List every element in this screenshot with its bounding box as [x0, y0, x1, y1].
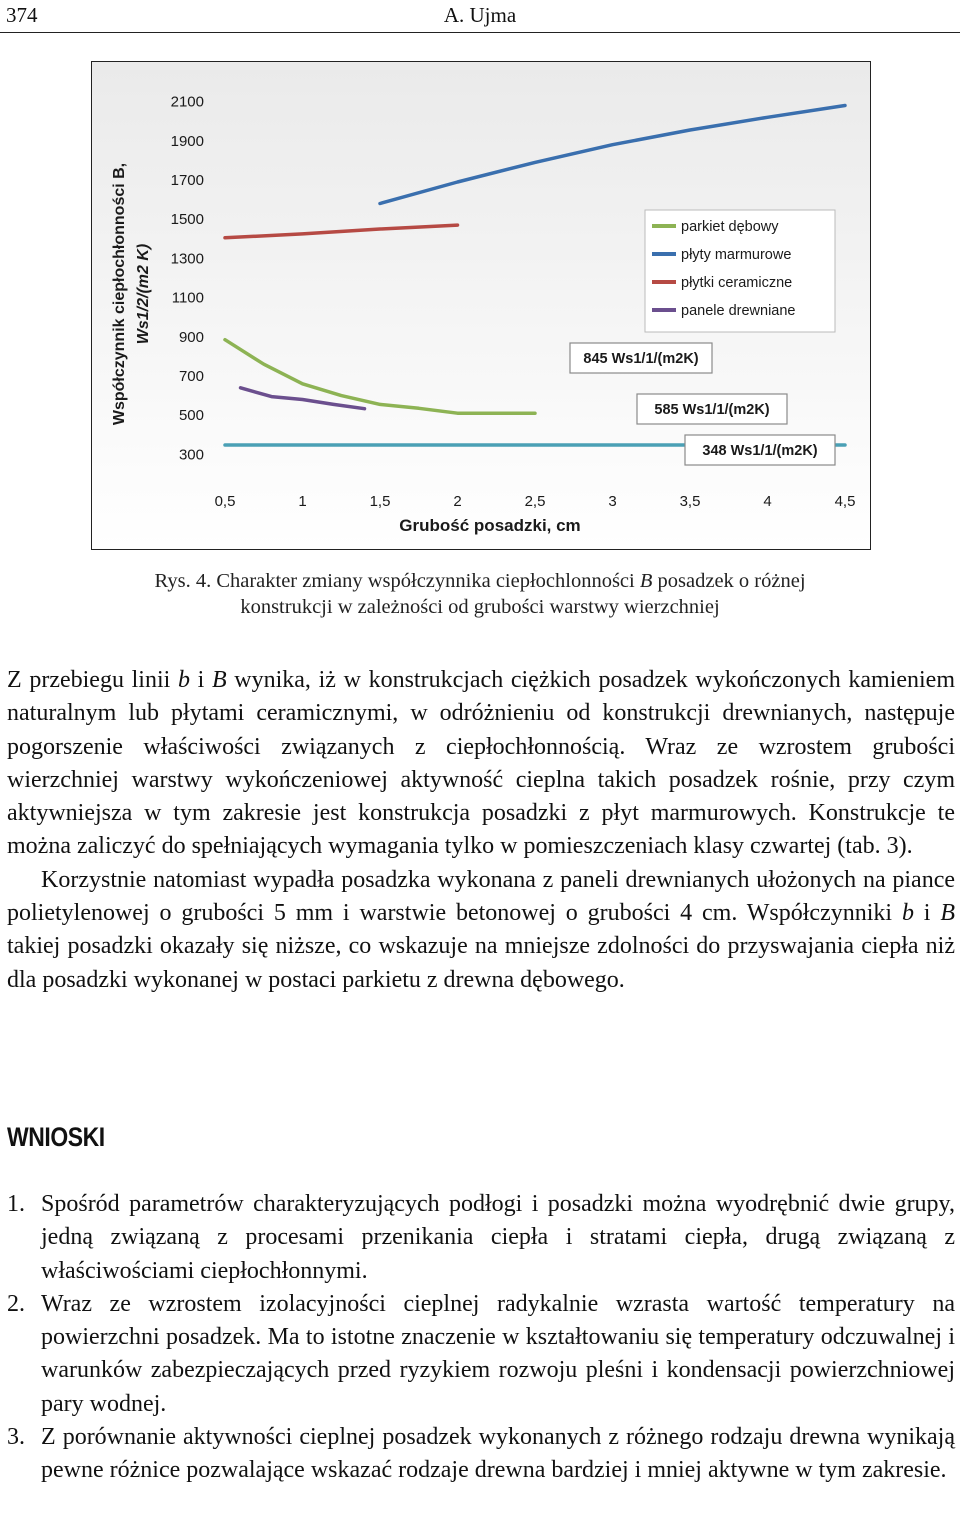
- legend-label: płyty marmurowe: [681, 247, 792, 263]
- y-axis-label-line2: Ws1/2/(m2 K): [135, 243, 152, 345]
- x-tick-label: 0,5: [214, 493, 236, 510]
- y-tick-label: 1700: [170, 172, 204, 189]
- x-tick-label: 1: [298, 493, 307, 510]
- y-tick-label: 1300: [170, 250, 204, 268]
- y-tick-label: 1900: [170, 132, 204, 150]
- figure-caption: [60, 568, 900, 620]
- symbol-b: b: [177, 667, 190, 693]
- x-tick-label: 3: [608, 493, 617, 510]
- annotation-label: 348 Ws1/1/(m2K): [702, 443, 818, 459]
- caption-line2: konstrukcji w zależności od grubości warstwy wierzchniej: [240, 596, 720, 618]
- section-heading: WNIOSKI: [7, 1122, 105, 1152]
- symbol-b: b: [901, 900, 914, 927]
- list-item: [7, 1188, 955, 1288]
- x-tick-label: 4: [763, 493, 772, 510]
- caption-symbol: B: [639, 570, 653, 592]
- body-text: [7, 664, 955, 997]
- y-tick-label: 900: [178, 328, 204, 346]
- page-number: 374: [6, 3, 38, 27]
- annotation-label: 845 Ws1/1/(m2K): [583, 351, 699, 367]
- text-run: Korzystnie natomiast wypadła posadzka wykonana z paneli drewnianych ułożonych na piance polietylenowej o grubości 5 mm i warstwie betonowej o grubości 4 cm. Współczynniki: [7, 866, 955, 927]
- list-number: 2.: [7, 1290, 25, 1317]
- x-tick-label: 1,5: [369, 493, 391, 510]
- list-number: 1.: [7, 1191, 25, 1217]
- x-axis-label: Grubość posadzki, cm: [399, 516, 581, 535]
- caption-line1-rest: posadzek o różnej: [652, 570, 806, 592]
- x-tick-label: 2,5: [524, 493, 546, 510]
- text-run: i: [189, 667, 212, 693]
- x-tick-label: 2: [453, 493, 462, 510]
- y-tick-label: 300: [178, 446, 204, 464]
- text-run: takiej posadzki okazały się niższe, co wskazuje na mniejsze zdolności do przyswajania ciepła niż dla posadzki wykonanej w postaci parkietu z drewna dębowego.: [7, 933, 955, 993]
- x-tick-label: 4,5: [834, 493, 856, 510]
- list-item: [7, 1421, 955, 1488]
- figure-chart: [91, 61, 871, 550]
- list-text: Wraz ze wzrostem izolacyjności cieplnej radykalnie wzrasta wartość temperatury na powierzchni posadzek. Ma to istotne znaczenie w kształtowaniu się temperatury odczuwalnej i warunków zabezpieczających przed ryzykiem rozwoju pleśni i kondensacji powierzchniowej pary wodnej.: [41, 1290, 955, 1417]
- conclusions-list: [7, 1188, 955, 1488]
- list-text: Spośród parametrów charakteryzujących podłogi i posadzki można wyodrębnić dwie grupy, jedną związaną z procesami przenikania ciepła i stratami ciepła, drugą związaną z właściwościami ciepłochłonnymi.: [41, 1191, 955, 1284]
- y-tick-label: 500: [178, 407, 204, 425]
- legend-label: parkiet dębowy: [681, 219, 779, 235]
- list-text: Z porównanie aktywności cieplnej posadzek wykonanych z różnego rodzaju drewna wynikają pewne różnice pozwalające wskazać rodzaje drewna bardziej i mniej aktywne w tym zakresie.: [41, 1424, 955, 1484]
- x-tick-label: 3,5: [679, 493, 701, 510]
- legend-label: panele drewniane: [681, 303, 796, 319]
- caption-prefix: Rys. 4. Charakter zmiany współczynnika ciepłochlonności: [154, 570, 640, 592]
- text-run: wynika, iż w konstrukcjach ciężkich posadzek wykończonych kamieniem naturalnym lub płytami ceramicznymi, w odróżnieniu od konstrukcji drewnianych, następuje pogorszenie właściwości związanych z ciepłochłonnością. Wraz ze wzrostem grubości wierzchniej warstwy wykończeniowej aktywność cieplna takich posadzek rośnie, przy czym aktywniejsza w tym zakresie jest konstrukcja posadzki z płyt marmurowych. Konstrukcje te można zaliczyć do spełniających wymagania tylko w pomieszczeniach klasy czwartej (tab. 3).: [7, 667, 955, 860]
- legend: [645, 210, 835, 332]
- y-tick-label: 1500: [170, 211, 204, 229]
- list-item: [7, 1288, 955, 1421]
- text-run: i: [913, 900, 941, 927]
- text-run: Z przebiegu linii: [7, 667, 178, 693]
- line-chart: [92, 62, 870, 549]
- running-head: A. Ujma: [443, 3, 517, 27]
- list-number: 3.: [7, 1424, 25, 1451]
- y-tick-label: 1100: [171, 289, 204, 307]
- y-axis-label-line1: Współczynnik ciepłochłonności B,: [111, 162, 128, 426]
- y-tick-label: 2100: [170, 93, 204, 111]
- symbol-B: B: [211, 667, 227, 693]
- annotation-label: 585 Ws1/1/(m2K): [654, 402, 770, 418]
- legend-label: płytki ceramiczne: [681, 275, 793, 291]
- page-header: [0, 0, 960, 33]
- paragraph-1: [7, 664, 955, 864]
- symbol-B: B: [940, 900, 956, 927]
- paragraph-2: [7, 864, 955, 997]
- y-tick-label: 700: [178, 368, 204, 385]
